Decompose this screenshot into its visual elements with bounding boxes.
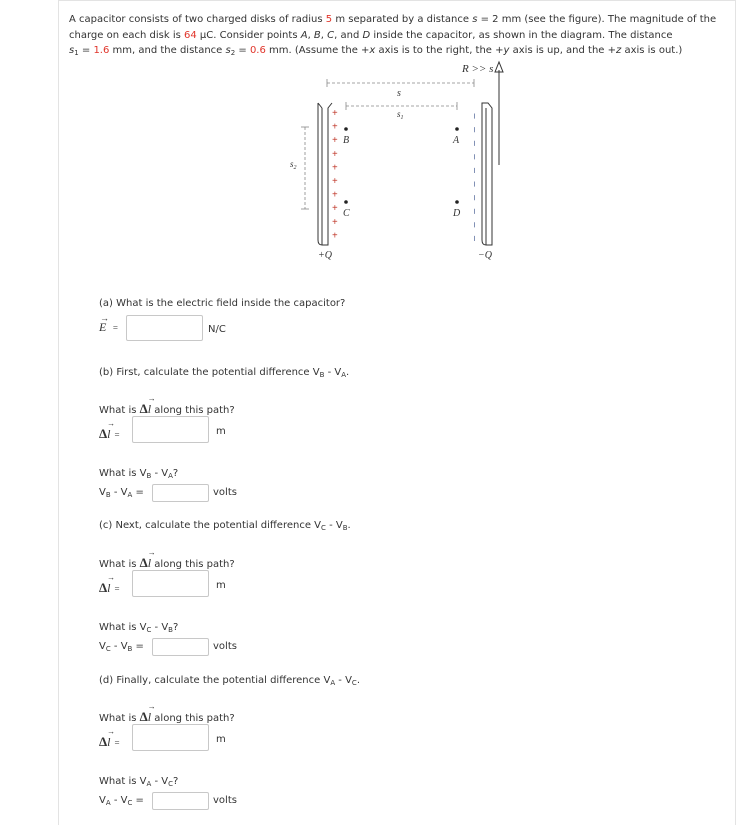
part-d-dl-unit: m [216,734,226,745]
plus-sign-column [332,108,338,241]
plus-sign: + [332,216,338,228]
svg-text:D: D [453,208,461,219]
plus-sign: + [332,108,338,119]
minus-sign: − [468,221,480,229]
plus-sign: + [332,203,338,215]
svg-text:B: B [343,135,350,146]
plus-sign: + [332,230,338,242]
minus-sign: − [468,140,480,147]
part-c-dl-unit: m [216,580,226,591]
part-b-v-unit: volts [213,487,237,498]
part-b-dl-label: Δl → = [99,419,120,441]
point-d [452,200,461,219]
part-c-v-label: $V_C - V_B$ = [99,641,144,653]
part-d-v-input[interactable] [152,792,209,810]
point-c [343,200,350,219]
s-dimension [327,79,474,99]
part-d-question: (d) Finally, calculate the potential difference $V_A - V_C$. [99,675,360,687]
electric-field-label: E → = [99,313,118,334]
part-b-v-label: $V_B - V_A$ = [99,487,144,499]
minus-sign-column [468,113,480,242]
part-d-dl-input[interactable] [132,724,209,751]
electric-field-input[interactable] [126,315,203,341]
plus-sign: + [332,176,338,187]
plus-sign: + [332,189,338,201]
part-c-v-unit: volts [213,641,237,652]
plus-sign: + [332,135,338,147]
electric-field-unit: N/C [208,324,226,335]
s2-dimension [290,127,309,209]
minus-sign: − [468,235,480,242]
minus-sign: − [468,113,480,120]
svg-text:s2: $s_2$ [290,159,297,171]
svg-text:s: s [397,88,401,99]
part-c-dl-question: What is Δl → along this path? [99,548,235,570]
part-b-question: (b) First, calculate the potential difference $V_B - V_A$. [99,367,350,379]
part-b-dl-input[interactable] [132,416,209,443]
plus-sign: + [332,148,338,160]
part-b-dl-question: What is Δl → along this path? [99,394,235,416]
plus-sign: + [332,121,338,133]
part-b-dl-unit: m [216,426,226,437]
svg-text:C: C [343,208,350,219]
svg-text:A: A [453,135,460,146]
part-d-v-label: $V_A - V_C$ = [99,795,144,807]
part-d-dl-question: What is Δl → along this path? [99,702,235,724]
part-d-dl-label: Δl → = [99,727,120,749]
s2-value: 0.6 [249,45,266,56]
minus-sign: − [468,208,480,215]
part-c-v-question: What is $V_C - V_B$? [99,622,179,634]
minus-sign: − [468,126,480,133]
part-a-question: (a) What is the electric field inside the capacitor? [99,298,346,309]
positive-plate [318,103,332,245]
part-c-dl-input[interactable] [132,570,209,597]
s1-dimension [346,102,457,121]
r-much-greater-label: R >> s [462,63,494,75]
part-b-v-input[interactable] [152,484,209,502]
minus-sign: − [468,153,480,161]
negative-charge-label: −Q [478,250,492,261]
part-c-question: (c) Next, calculate the potential difference $V_C - V_B$. [99,520,351,532]
radius-arrow [495,62,503,165]
radius-value: 5 [325,14,333,25]
svg-text:s1: $s_1$ [397,109,404,121]
problem-statement: A capacitor consists of two charged disks of radius 5 m separated by a distance s = 2 mm (see the figure). The magnitude of the charge on each disk is 64 μC. Consider points A, B, C, and D inside the capacitor, as shown in the diagram. The distance $s_1 = 1.6$ mm, and the distance $s_2 = 0.6$ mm. (Assume the +x axis is to the right, the +y axis is up, and the +z axis is out.) [69,14,717,57]
minus-sign: − [468,194,480,201]
part-b-v-question: What is $V_B - V_A$? [99,468,179,480]
capacitor-diagram [0,55,750,315]
s1-value: 1.6 [93,45,110,56]
charge-value: 64 [183,29,197,41]
point-b [343,127,349,146]
positive-charge-label: +Q [318,250,332,261]
minus-sign: − [468,167,480,174]
part-d-v-unit: volts [213,795,237,806]
point-a [452,127,460,146]
negative-plate [482,103,492,245]
minus-sign: − [468,181,480,188]
plus-sign: + [332,162,338,174]
part-c-v-input[interactable] [152,638,209,656]
part-c-dl-label: Δl → = [99,573,120,595]
part-d-v-question: What is $V_A - V_C$? [99,776,179,788]
